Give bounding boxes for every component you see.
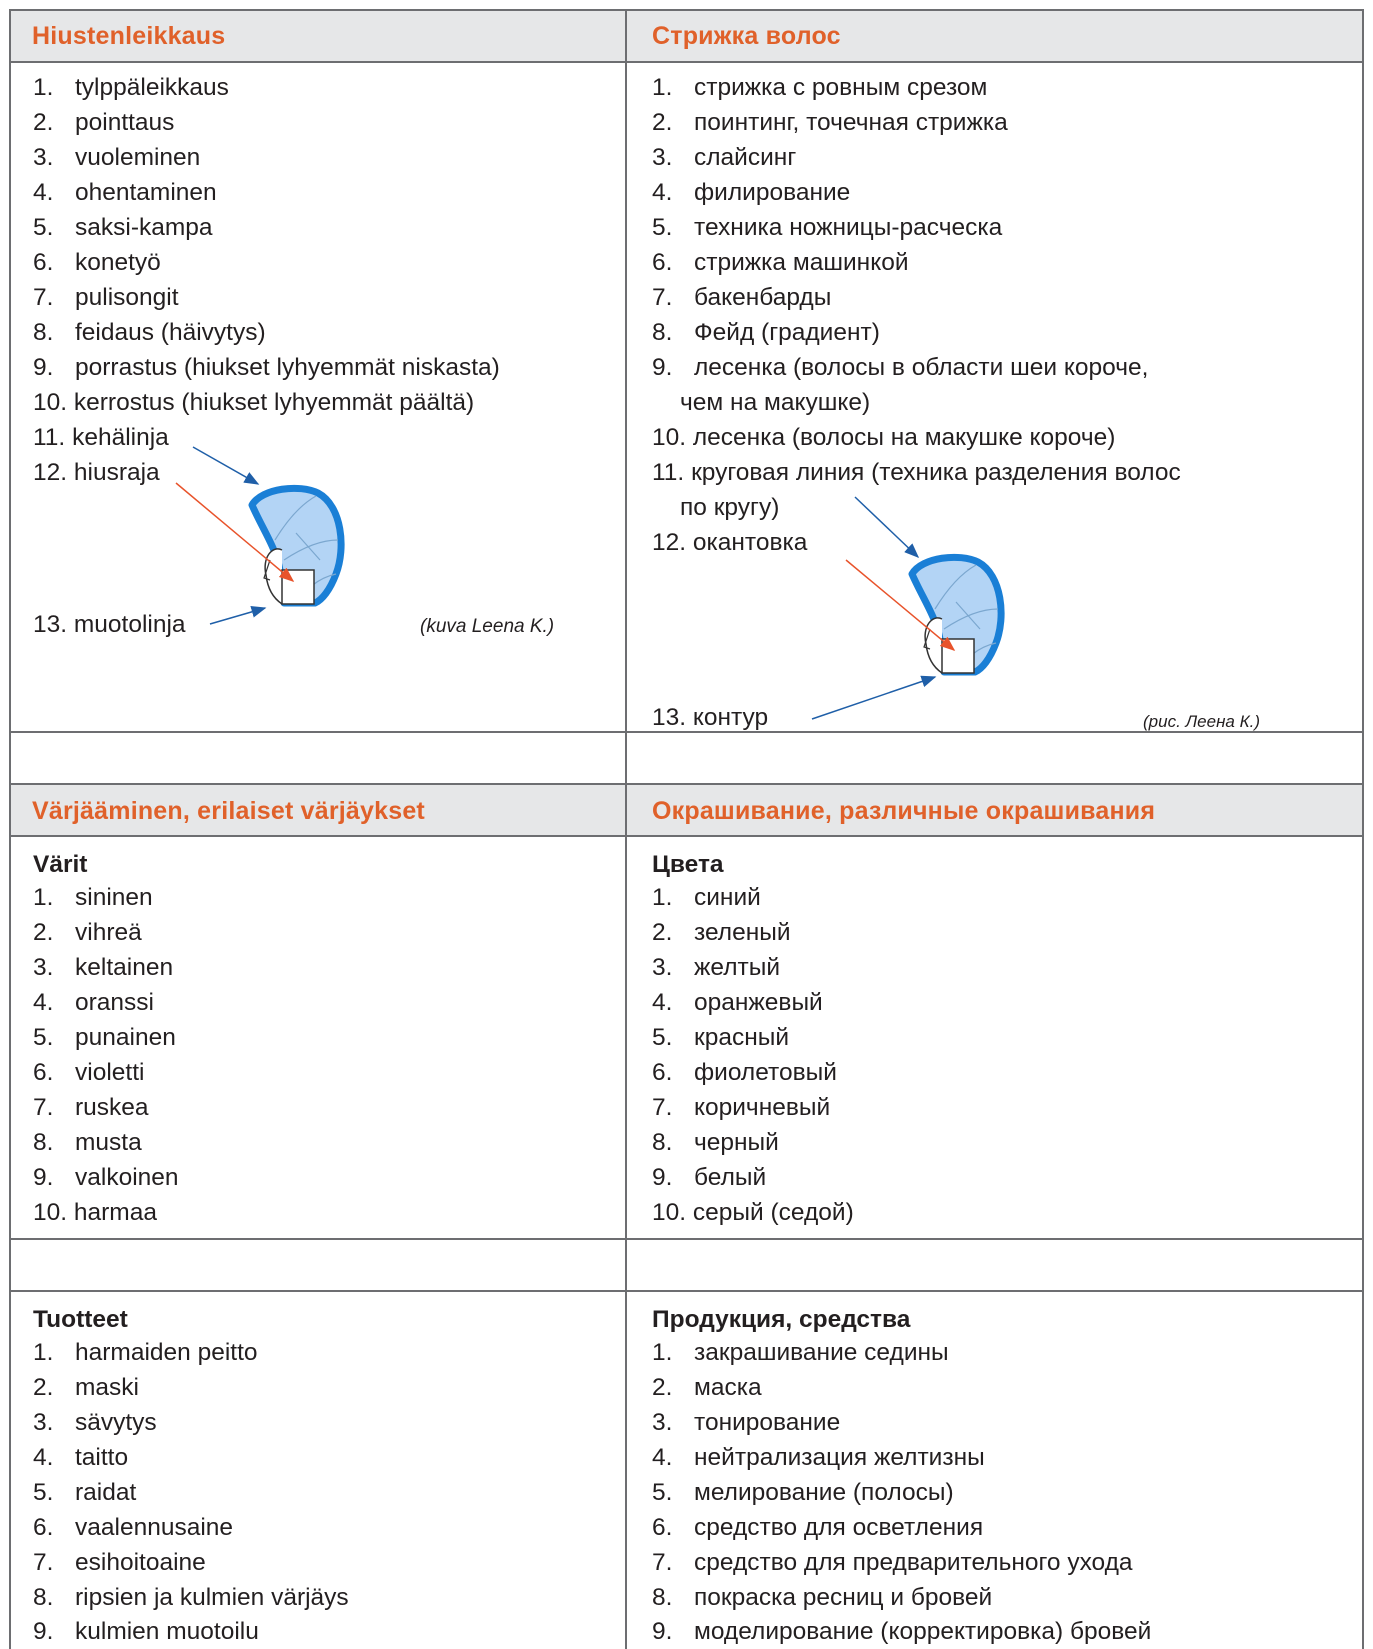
list-item: 6. konetyö [33, 249, 161, 276]
list-item: 12. hiusraja [33, 459, 160, 486]
list-item: 9. лесенка (волосы в области шеи короче, [652, 354, 1149, 381]
list-item: 1. tylppäleikkaus [33, 74, 229, 101]
list-item: 1. стрижка с ровным срезом [652, 74, 988, 101]
list-item: 7. средство для предварительного ухода [652, 1549, 1133, 1576]
list-item: 5. мелирование (полосы) [652, 1479, 954, 1506]
list-item: 9. valkoinen [33, 1164, 179, 1191]
list-item: 7. коричневый [652, 1094, 831, 1121]
list-item: 1. harmaiden peitto [33, 1339, 258, 1366]
subheading-ru-products: Продукция, средства [652, 1306, 911, 1333]
header-ru-coloring: Окрашивание, различные окрашивания [652, 797, 1156, 825]
list-item: 5. raidat [33, 1479, 137, 1506]
list-item-continuation: по кругу) [680, 494, 780, 521]
list-item: 8. feidaus (häivytys) [33, 319, 266, 346]
list-item: 1. sininen [33, 884, 153, 911]
subheading-fi-products: Tuotteet [33, 1306, 128, 1333]
list-item: 3. keltainen [33, 954, 174, 981]
list-item: 3. слайсинг [652, 144, 797, 171]
header-ru-haircut: Стрижка волос [652, 22, 841, 50]
list-item: 8. ripsien ja kulmien värjäys [33, 1584, 349, 1611]
list-item: 2. зеленый [652, 919, 791, 946]
list-item: 10. серый (седой) [652, 1199, 854, 1226]
list-item-continuation: чем на макушке) [680, 389, 871, 416]
list-item: 4. оранжевый [652, 989, 823, 1016]
subheading-ru-colors: Цвета [652, 851, 724, 878]
list-item: 7. esihoitoaine [33, 1549, 206, 1576]
header-fi-haircut: Hiustenleikkaus [32, 22, 226, 50]
list-item: 5. punainen [33, 1024, 176, 1051]
list-item: 4. ohentaminen [33, 179, 217, 206]
list-item: 6. violetti [33, 1059, 145, 1086]
list-item: 1. закрашивание седины [652, 1339, 949, 1366]
list-item: 8. черный [652, 1129, 779, 1156]
list-item: 8. musta [33, 1129, 142, 1156]
list-item: 7. ruskea [33, 1094, 149, 1121]
list-item: 10. kerrostus (hiukset lyhyemmät päältä) [33, 389, 475, 416]
list-item: 11. круговая линия (техника разделения волос [652, 459, 1181, 486]
list-item: 6. средство для осветления [652, 1514, 984, 1541]
list-item: 3. sävytys [33, 1409, 157, 1436]
list-item: 5. красный [652, 1024, 790, 1051]
list-item: 10. harmaa [33, 1199, 157, 1226]
list-item: 2. maski [33, 1374, 139, 1401]
list-item: 4. oranssi [33, 989, 154, 1016]
list-item: 12. окантовка [652, 529, 808, 556]
arrow-kontur-ru [812, 677, 935, 719]
list-item: 3. vuoleminen [33, 144, 201, 171]
list-item: 5. saksi-kampa [33, 214, 213, 241]
list-item: 6. vaalennusaine [33, 1514, 234, 1541]
list-item: 9. kulmien muotoilu [33, 1618, 259, 1645]
list-item: 8. покраска ресниц и бровей [652, 1584, 993, 1611]
list-item: 6. фиолетовый [652, 1059, 837, 1086]
header-fi-coloring: Värjääminen, erilaiset värjäykset [32, 797, 425, 825]
list-item: 6. стрижка машинкой [652, 249, 909, 276]
list-item: 2. vihreä [33, 919, 142, 946]
list-item: 10. лесенка (волосы на макушке короче) [652, 424, 1116, 451]
image-credit-fi: (kuva Leena K.) [420, 616, 555, 637]
list-item: 9. porrastus (hiukset lyhyemmät niskasta) [33, 354, 500, 381]
list-item: 1. синий [652, 884, 761, 911]
arrow-krugovaya-ru [855, 497, 918, 557]
subheading-fi-colors: Värit [33, 851, 88, 878]
image-credit-ru: (рис. Леена К.) [1143, 712, 1261, 731]
list-item: 3. тонирование [652, 1409, 841, 1436]
list-item: 2. поинтинг, точечная стрижка [652, 109, 1008, 136]
list-item: 8. Фейд (градиент) [652, 319, 880, 346]
list-item: 4. taitto [33, 1444, 129, 1471]
list-item: 13. контур [652, 704, 769, 731]
list-item: 4. нейтрализация желтизны [652, 1444, 985, 1471]
list-item: 5. техника ножницы-расческа [652, 214, 1003, 241]
list-item: 9. белый [652, 1164, 767, 1191]
list-item: 3. желтый [652, 954, 781, 981]
list-item: 4. филирование [652, 179, 851, 206]
list-item: 7. бакенбарды [652, 284, 832, 311]
list-item: 11. kehälinja [33, 424, 169, 451]
list-item: 2. маска [652, 1374, 762, 1401]
list-item: 9. моделирование (корректировка) бровей [652, 1618, 1152, 1645]
list-item: 2. pointtaus [33, 109, 175, 136]
list-item: 7. pulisongit [33, 284, 179, 311]
list-item: 13. muotolinja [33, 611, 186, 638]
